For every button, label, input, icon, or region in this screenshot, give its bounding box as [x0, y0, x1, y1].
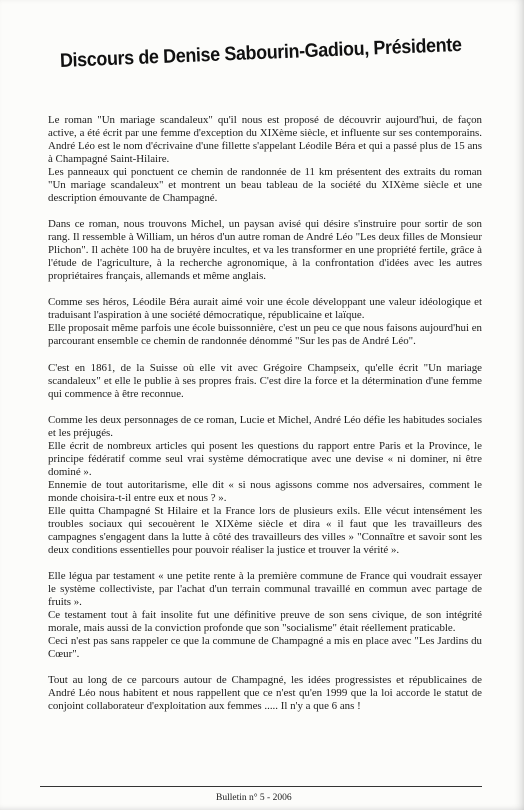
- footer-bulletin: Bulletin n° 5 - 2006: [216, 793, 292, 803]
- paragraph: Dans ce roman, nous trouvons Michel, un paysan avisé qui désire s'instruire pour sortir de son rang. Il ressemble à William, un héros d'un autre roman de André Léo "Les deux filles de Monsieur Plichon". Il achète 100 ha de bruyère incultes, et va les transformer en une propriété fertile, grâce à l'étude de l'agriculture, à la recherche agronomique, à la confrontation d'idées avec les autres propriétaires français, allemands et même anglais.: [48, 218, 482, 283]
- paragraph: Le roman "Un mariage scandaleux" qu'il nous est proposé de découvrir aujourd'hui, de façon active, a été écrit par une femme d'exception du XIXème siècle, et influente sur ses contemporains. André Léo est le nom d'écrivaine d'une fillette s'appelant Léodile Béra et qui a passé plus de 15 ans à Champagné Saint-Hilaire.: [48, 114, 482, 165]
- paragraph: Elle proposait même parfois une école buissonnière, c'est un peu ce que nous faisons aujourd'hui en parcourant ensemble ce chemin de randonnée dénommé "Sur les pas de André Léo".: [48, 322, 482, 348]
- paragraph: Comme ses héros, Léodile Béra aurait aimé voir une école développant une valeur idéologique et traduisant l'aspiration à une société démocratique, républicaine et laïque.: [48, 296, 482, 322]
- paragraph: C'est en 1861, de la Suisse où elle vit avec Grégoire Champseix, qu'elle écrit "Un mariage scandaleux" et elle le publie à ses propres frais. C'est dire la force et la détermination d'une femme qui commence à être reconnue.: [48, 361, 482, 400]
- footer-divider: [40, 786, 482, 787]
- paragraph: Elle quitta Champagné St Hilaire et la France lors de plusieurs exils. Elle vécut intensément les troubles sociaux qui secouèrent le XIXème siècle et dira « il faut que les travailleurs des campagnes s'engagent dans la lutte à côté des travailleurs des villes » "Connaître et savoir sont les deux conditions essentielles pour pouvoir réaliser la justice et trouver la vérité ».: [48, 504, 482, 556]
- paragraph: Les panneaux qui ponctuent ce chemin de randonnée de 11 km présentent des extraits du roman "Un mariage scandaleux" et montrent un beau tableau de la société du XIXème siècle et une description émouvante de Champagné.: [48, 166, 482, 204]
- page-title: Discours de Denise Sabourin-Gadiou, Présidente: [59, 33, 462, 72]
- paragraph: Ennemie de tout autoritarisme, elle dit « si nous agissons comme nos adversaires, comment le monde choisira-t-il entre eux et nous ? ».: [48, 478, 482, 504]
- paragraph: Comme les deux personnages de ce roman, Lucie et Michel, André Léo défie les habitudes sociales et les préjugés.: [48, 413, 482, 439]
- paragraph: Elle écrit de nombreux articles qui posent les questions du rapport entre Paris et la Province, le principe fédératif comme seul vrai système démocratique avec une devise « ni dominer, ni être dominé ».: [48, 439, 482, 478]
- paragraph: Elle légua par testament « une petite rente à la première commune de France qui voudrait essayer le système collectiviste, par l'achat d'un terrain communal travaillé en commun avec partage de fruits ».: [48, 569, 482, 608]
- paragraph: Ce testament tout à fait insolite fut une définitive preuve de son sens civique, de son intégrité morale, mais aussi de la conviction profonde que son "socialisme" était réellement praticable.: [48, 608, 482, 634]
- paragraph: Tout au long de ce parcours autour de Champagné, les idées progressistes et républicaines de André Léo nous habitent et nous rappellent que ce n'est qu'en 1999 que la loi accorde le statut de conjoint collaborateur d'exploitation aux femmes ..... Il n'y a que 6 ans !: [48, 674, 482, 713]
- speech-body: [48, 114, 482, 726]
- paragraph: Ceci n'est pas sans rappeler ce que la commune de Champagné a mis en place avec "Les Jardins du Cœur".: [48, 634, 482, 660]
